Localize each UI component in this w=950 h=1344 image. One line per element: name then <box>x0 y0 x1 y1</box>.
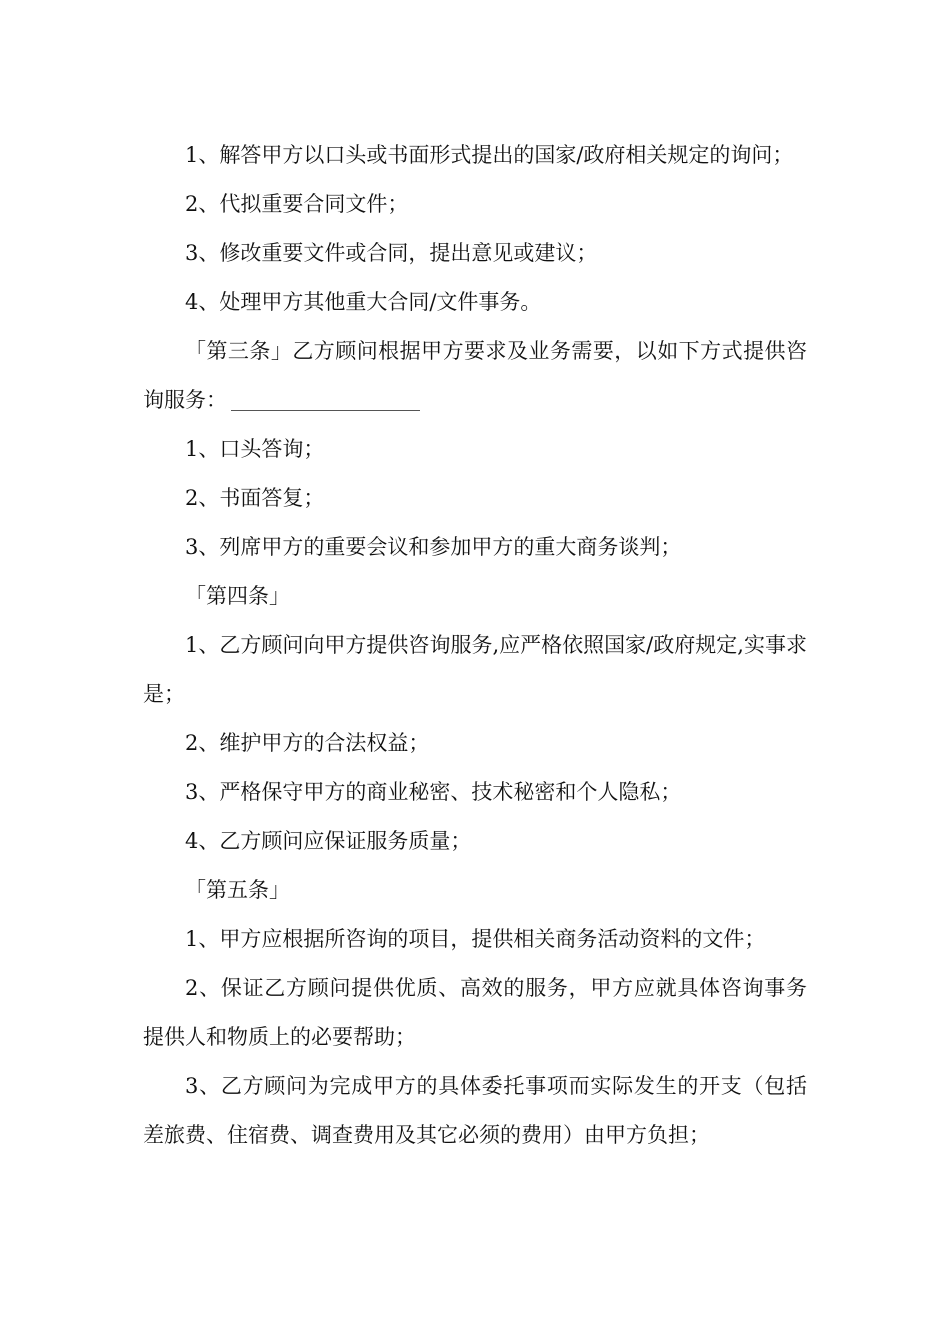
list-item: 2、保证乙方顾问提供优质、高效的服务，甲方应就具体咨询事务提供人和物质上的必要帮助； <box>143 976 807 1049</box>
list-item: 2、代拟重要合同文件； <box>185 192 409 216</box>
list-item: 1、乙方顾问向甲方提供咨询服务,应严格依照国家/政府规定,实事求是； <box>143 633 807 706</box>
list-item: 1、解答甲方以口头或书面形式提出的国家/政府相关规定的询问； <box>185 143 794 167</box>
fill-in-blank[interactable] <box>231 388 420 411</box>
list-item: 1、甲方应根据所咨询的项目，提供相关商务活动资料的文件； <box>185 927 766 951</box>
list-item: 2、书面答复； <box>185 486 325 510</box>
list-item: 3、列席甲方的重要会议和参加甲方的重大商务谈判； <box>185 535 682 559</box>
list-item: 4、处理甲方其他重大合同/文件事务。 <box>185 290 542 314</box>
list-item: 3、乙方顾问为完成甲方的具体委托事项而实际发生的开支（包括差旅费、住宿费、调查费用及其它必须的费用）由甲方负担； <box>143 1074 807 1147</box>
list-item: 4、乙方顾问应保证服务质量； <box>185 829 472 853</box>
list-item: 1、口头答询； <box>185 437 325 461</box>
list-item: 2、维护甲方的合法权益； <box>185 731 430 755</box>
article-3-body: 「第三条」乙方顾问根据甲方要求及业务需要，以如下方式提供咨询服务： <box>143 339 807 412</box>
document-page <box>143 131 807 1160</box>
article-5-heading: 「第五条」 <box>185 878 290 902</box>
article-4-heading: 「第四条」 <box>185 584 290 608</box>
article-3-text <box>143 327 807 425</box>
list-item: 3、严格保守甲方的商业秘密、技术秘密和个人隐私； <box>185 780 682 804</box>
list-item: 3、修改重要文件或合同，提出意见或建议； <box>185 241 598 265</box>
